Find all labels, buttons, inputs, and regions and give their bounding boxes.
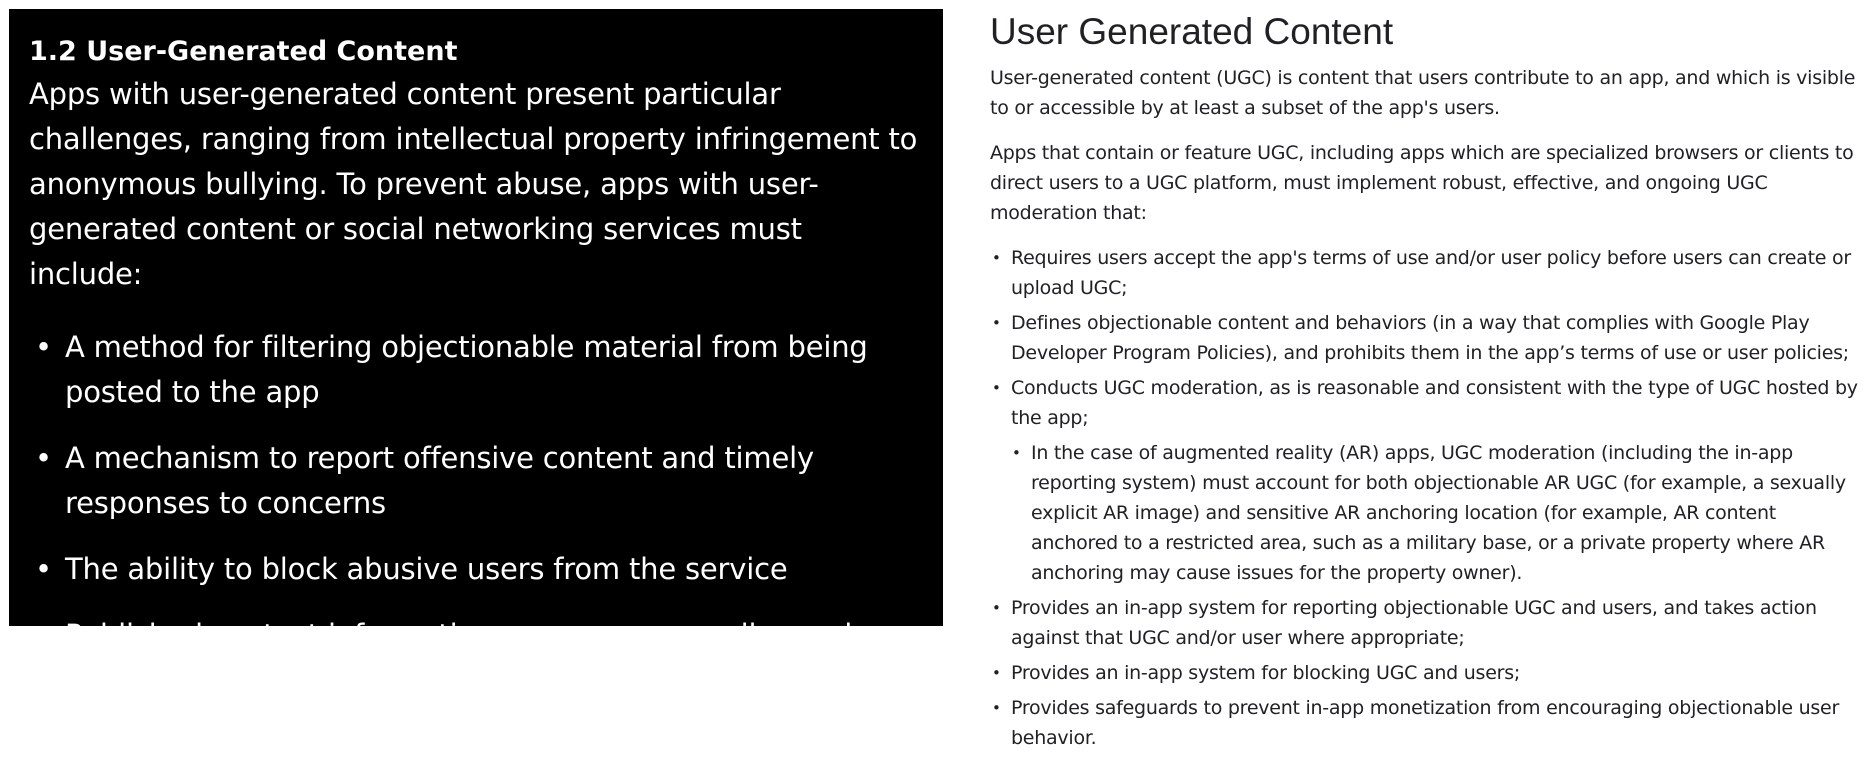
apple-guideline-panel xyxy=(9,9,943,697)
list-item-text: The ability to block abusive users from the service xyxy=(65,552,788,586)
section-intro: Apps with user-generated content present particular challenges, ranging from intellectual property infringement to anonymous bullying. To prevent abuse, apps with user-generated content or social networking services must include: xyxy=(29,77,918,291)
list-item xyxy=(29,613,923,703)
bullet-icon: • xyxy=(35,330,52,364)
section-heading: 1.2 User-Generated Content xyxy=(29,36,458,67)
bullet-icon: • xyxy=(992,599,1001,617)
list-item-text: A method for filtering objectionable material from being posted to the app xyxy=(65,330,868,409)
list-item-text: Provides an in-app system for reporting objectionable UGC and users, and takes action against that UGC and/or user where appropriate; xyxy=(1011,597,1817,649)
requirements-list xyxy=(29,325,923,703)
list-item xyxy=(29,547,923,592)
list-item xyxy=(990,658,1860,688)
list-item xyxy=(990,373,1860,433)
list-item xyxy=(29,436,923,526)
list-item xyxy=(990,693,1860,753)
list-item-text: Conducts UGC moderation, as is reasonable and consistent with the type of UGC hosted by the app; xyxy=(1011,377,1858,429)
list-item-text: Requires users accept the app's terms of use and/or user policy before users can create or upload UGC; xyxy=(1011,247,1851,299)
definition-paragraph: User-generated content (UGC) is content that users contribute to an app, and which is visible to or accessible by at least a subset of the app's users. xyxy=(990,67,1856,119)
bullet-icon: • xyxy=(992,699,1001,717)
bullet-icon: • xyxy=(992,249,1001,267)
requirement-paragraph: Apps that contain or feature UGC, including apps which are specialized browsers or clients to direct users to a UGC platform, must implement robust, effective, and ongoing UGC moderation that: xyxy=(990,142,1854,224)
list-item-text: Defines objectionable content and behaviors (in a way that complies with Google Play Developer Program Policies), and prohibits them in the app’s terms of use or user policies; xyxy=(1011,312,1849,364)
list-item-text: Provides safeguards to prevent in-app monetization from encouraging objectionable user behavior. xyxy=(1011,697,1840,749)
bullet-icon: • xyxy=(35,552,52,586)
bullet-icon: • xyxy=(992,379,1001,397)
list-item xyxy=(990,243,1860,303)
bullet-icon: • xyxy=(992,664,1001,682)
list-item-text: Published contact information so users can easily reach you xyxy=(65,618,863,697)
bullet-icon: • xyxy=(1012,444,1021,462)
bullet-icon: • xyxy=(992,314,1001,332)
page-title: User Generated Content xyxy=(990,11,1394,52)
moderation-list xyxy=(990,243,1860,753)
list-item xyxy=(29,325,923,415)
list-item xyxy=(990,308,1860,368)
list-item-text: A mechanism to report offensive content and timely responses to concerns xyxy=(65,441,814,520)
google-policy-panel xyxy=(990,0,1860,768)
bullet-icon: • xyxy=(35,441,52,475)
list-item-text: Provides an in-app system for blocking UGC and users; xyxy=(1011,662,1520,684)
list-item-text: In the case of augmented reality (AR) apps, UGC moderation (including the in-app reporting system) must account for both objectionable AR UGC (for example, a sexually explicit AR image) and sensitive AR anchoring location (for example, AR content anchored to a restricted area, such as a military base, or a private property where AR anchoring may cause issues for the property owner). xyxy=(1031,442,1846,584)
sub-list-item xyxy=(990,438,1860,588)
bullet-icon: • xyxy=(35,618,52,652)
list-item xyxy=(990,593,1860,653)
